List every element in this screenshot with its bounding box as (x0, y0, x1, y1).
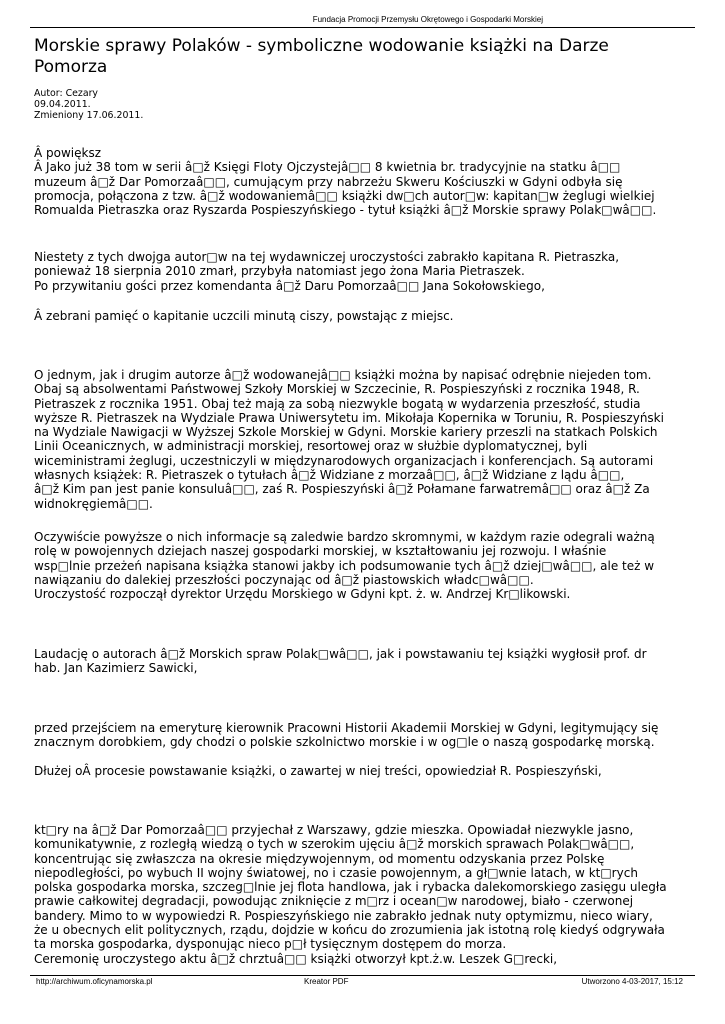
paragraph-line: na Wydziale Nawigacji w Wyższej Szkole Morskiej w Gdyni. Morskie kariery przeszli na statkach Polskich (34, 425, 658, 440)
article-paragraph (34, 647, 694, 676)
paragraph-line: Â zebrani pamięć o kapitanie uczcili minutą ciszy, powstając z miejsc. (34, 309, 454, 323)
footer-created: Utworzono 4-03-2017, 15:12 (581, 977, 683, 986)
paragraph-line: Dłużej oÂ procesie powstawanie książki, o zawartej w niej treści, opowiedział R. Pospieszyński, (34, 764, 602, 778)
paragraph-line: wsp□lnie przeżeń napisana książka stanowi jakby ich podsumowanie tych â□ž dziej□wâ□□, ale też w (34, 558, 655, 573)
paragraph-line: nawiązaniu do dalekiej przeszłości poczynając od â□ž piastowskich władc□wâ□□. (34, 572, 534, 587)
paragraph-line: bandery. Mimo to w wypowiedzi R. Pospieszyńskiego nie zabrakło jednak nuty optymizmu, nieco wiary, (34, 908, 653, 923)
paragraph-line: przed przejściem na emeryturę kierownik Pracowni Historii Akademii Morskiej w Gdyni, legitymujący się (34, 721, 659, 735)
paragraph-line: Niestety z tych dwojga autor□w na tej wydawniczej uroczystości zabrakło kapitana R. Pietraszka, (34, 250, 620, 264)
paragraph-line: znacznym dorobkiem, gdy chodzi o polskie szkolnictwo morskie i w og□le o naszą gospodarkę morską. (34, 735, 655, 750)
article-paragraph (34, 250, 694, 293)
modified-date: Zmieniony 17.06.2011. (34, 110, 144, 121)
paragraph-line: rolę w powojennych dziejach naszej gospodarki morskiej, w kształtowaniu jej rozwoju. I właśnie (34, 544, 607, 559)
paragraph-line: widnokręgiemâ□□. (34, 496, 153, 511)
paragraph-line: prawie całkowitej degradacji, powodując zniknięcie z m□rz i ocean□w narodowej, biało - czerwonej (34, 894, 634, 909)
paragraph-line: Oczywiście powyższe o nich informacje są zaledwie bardzo skromnymi, w każdym razie odegrali ważną (34, 530, 655, 544)
paragraph-line: Romualda Pietraszka oraz Ryszarda Pospieszyńskiego - tytuł książki â□ž Morskie sprawy Polak□wâ□□. (34, 203, 657, 218)
article-paragraph (34, 764, 694, 778)
paragraph-line: O jednym, jak i drugim autorze â□ž wodowanejâ□□ książki można by napisać odrębnie niejeden tom. (34, 368, 652, 382)
paragraph-line: własnych książek: R. Pietraszek o tytułach â□ž Widziane z morzaâ□□, â□ž Widziane z lądu â□□, (34, 468, 625, 483)
site-name: Fundacja Promocji Przemysłu Okrętowego i Gospodarki Morskiej (312, 15, 543, 24)
paragraph-line: Linii Oceanicznych, w administracji morskiej, resortowej oraz w służbie dyplomatycznej, byli (34, 439, 588, 454)
paragraph-line: niepodległości, po wybuch II wojny światowej, no i czasie powojennym, a gł□wnie latach, w kt□rych (34, 865, 638, 880)
article-paragraph (34, 823, 694, 966)
footer-generator: Kreator PDF (304, 977, 349, 986)
paragraph-line: koncentrując się zwłaszcza na okresie międzywojennym, od momentu odzyskania przez Polskę (34, 851, 605, 866)
paragraph-line: muzeum â□ž Dar Pomorzaâ□□, cumującym przy nabrzeżu Skweru Kościuszki w Gdyni odbyła się (34, 174, 623, 189)
paragraph-line: â□ž Kim pan jest panie konsuluâ□□, zaś R. Pospieszyński â□ž Połamane farwatremâ□□ oraz â□ž Za (34, 482, 650, 497)
publish-date: 09.04.2011. (34, 99, 91, 110)
paragraph-line: Uroczystość rozpoczął dyrektor Urzędu Morskiego w Gdyni kpt. ż. w. Andrzej Kr□likowski. (34, 587, 571, 602)
page-footer (30, 975, 695, 990)
article-title: Morskie sprawy Polaków - symboliczne wodowanie książki na Darze Pomorza (34, 36, 609, 77)
footer-url[interactable]: http://archiwum.oficynamorska.pl (36, 977, 153, 986)
author-line: Autor: Cezary (34, 88, 98, 99)
paragraph-line: Obaj są absolwentami Państwowej Szkoły Morskiej w Szczecinie, R. Pospieszyński z rocznika 1948, R. (34, 382, 640, 397)
paragraph-line: że u obecnych elit politycznych, rządu, dojdzie w końcu do zrozumienia jak istotną rolę kiedyś odgrywała (34, 923, 665, 938)
paragraph-line: komunikatywnie, z rozległą wiedzą o tych w szerokim ujęciu â□ž morskich sprawach Polak□wâ□□, (34, 837, 635, 852)
paragraph-line: ponieważ 18 sierpnia 2010 zmarł, przybyła natomiast jego żona Maria Pietraszek. (34, 264, 525, 279)
paragraph-line: Ceremonię uroczystego aktu â□ž chrztuâ□□ książki otworzył kpt.ż.w. Leszek G□recki, (34, 951, 558, 966)
article-paragraph (34, 309, 694, 323)
article-paragraph (34, 368, 694, 511)
paragraph-line: hab. Jan Kazimierz Sawicki, (34, 661, 198, 676)
paragraph-line: polska gospodarka morska, szczeg□lnie jej flota handlowa, jak i rybacka dalekomorskiego zasięgu uległa (34, 880, 667, 895)
article-paragraph (34, 721, 694, 750)
paragraph-line: Â Jako już 38 tom w serii â□ž Księgi Floty Ojczystejâ□□ 8 kwietnia br. tradycyjnie na statku â□□ (34, 160, 621, 175)
paragraph-line: wyższe R. Pietraszek na Wydziale Prawa Uniwersytetu im. Mikołaja Kopernika w Toruniu, R. Pospieszyński (34, 410, 664, 425)
paragraph-line: Â powiększ (34, 146, 102, 160)
paragraph-line: kt□ry na â□ž Dar Pomorzaâ□□ przyjechał z Warszawy, gdzie mieszka. Opowiadał niezwykle jasno, (34, 823, 634, 837)
paragraph-line: ta morska gospodarka, dysponując nieco p□ł tysięcznym dostępem do morza. (34, 937, 507, 952)
paragraph-line: wiceministrami żeglugi, uczestniczyli w międzynarodowych organizacjach i konferencjach. Są autorami (34, 453, 654, 468)
paragraph-line: Po przywitaniu gości przez komendanta â□ž Daru Pomorzaâ□□ Jana Sokołowskiego, (34, 278, 545, 293)
article-meta (34, 88, 143, 121)
article-paragraph (34, 146, 694, 217)
page-header (30, 13, 695, 28)
paragraph-line: Laudację o autorach â□ž Morskich spraw Polak□wâ□□, jak i powstawaniu tej książki wygłosił prof. dr (34, 647, 647, 661)
paragraph-line: Pietraszek z rocznika 1951. Obaj też mają za sobą niezwykle bogatą w wydarzenia przeszłość, studia (34, 396, 641, 411)
article-paragraph (34, 530, 694, 601)
paragraph-line: promocja, połączona z tzw. â□ž wodowaniemâ□□ książki dw□ch autor□w: kapitan□w żeglugi wielkiej (34, 188, 655, 203)
